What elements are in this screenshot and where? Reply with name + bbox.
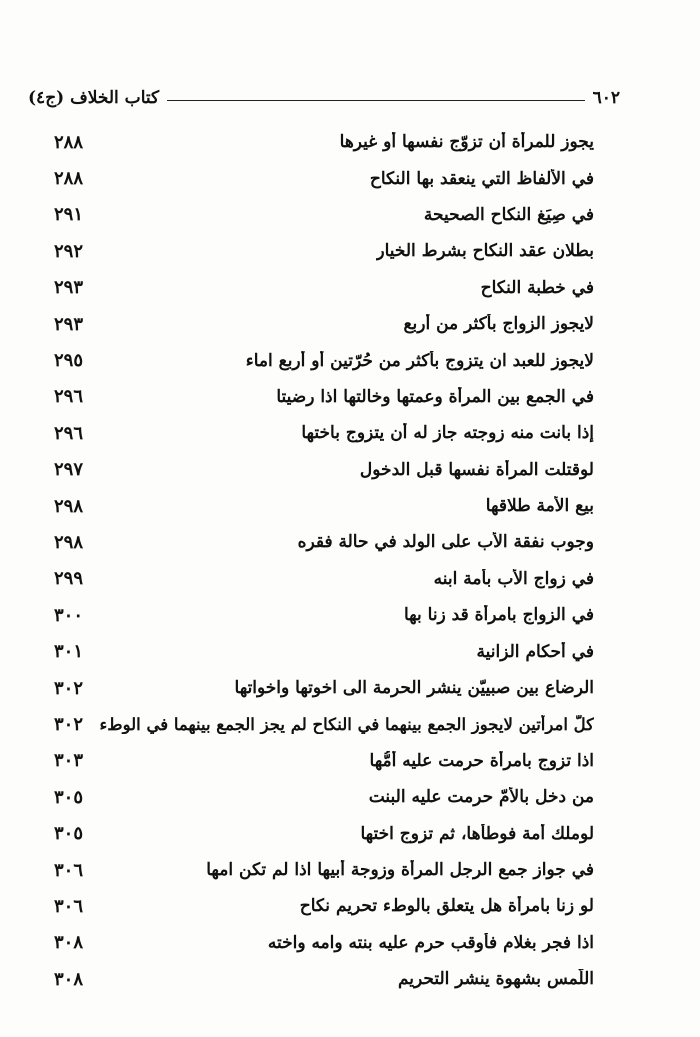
toc-entry-title: اذا تزوج بامرأة حرمت عليه أمُّها xyxy=(369,750,594,771)
toc-entry-title: لو زنا بامرأة هل يتعلق بالوطء تحريم نكاح xyxy=(299,896,594,917)
toc-entry-title: في أحكام الزانية xyxy=(476,641,594,662)
toc-entry-title: لايجوز الزواج بأكثر من أربع xyxy=(403,314,594,335)
toc-entry-page: ٢٩٨ xyxy=(54,495,84,517)
toc-entry xyxy=(54,743,594,779)
toc-entry xyxy=(54,270,594,306)
toc-entry xyxy=(54,561,594,597)
toc-entry-title: بطلان عقد النكاح بشرط الخيار xyxy=(376,241,594,262)
toc-entry xyxy=(54,379,594,415)
toc-entry-page: ٣٠٥ xyxy=(54,786,84,808)
toc-entry xyxy=(54,706,594,742)
toc-entry-title: كلّ امرأتين لايجوز الجمع بينهما في النكاح لم يجز الجمع بينهما في الوطء xyxy=(99,714,594,734)
header-rule xyxy=(167,100,585,101)
toc-entry-title: لوقتلت المرأة نفسها قبل الدخول xyxy=(359,459,594,480)
toc-entry-page: ٣٠٢ xyxy=(54,677,84,699)
toc-entry-title: في الجمع بين المرأة وعمتها وخالتها اذا رضيتا xyxy=(276,386,594,407)
toc-entry-page: ٣٠٥ xyxy=(54,823,84,845)
toc-entry-title: إذا بانت منه زوجته جاز له أن يتزوج باختها xyxy=(301,423,594,444)
toc-entry xyxy=(54,306,594,342)
toc-entry-title: لوملك أمة فوطأها، ثم تزوج اختها xyxy=(360,823,594,844)
toc-entry-page: ٢٨٨ xyxy=(54,168,84,190)
toc-entry-title: اذا فجر بغلام فأوقب حرم عليه بنته وامه واخته xyxy=(267,932,594,953)
toc-entry-page: ٢٩٣ xyxy=(54,313,84,335)
toc-entry-title: من دخل بالأمّ حرمت عليه البنت xyxy=(368,787,594,808)
toc-entry xyxy=(54,488,594,524)
toc-entry-title: اللّمس بشهوة ينشر التحريم xyxy=(397,969,594,990)
toc-entry-page: ٣٠٦ xyxy=(54,895,84,917)
table-of-contents xyxy=(54,124,594,997)
toc-entry xyxy=(54,160,594,196)
toc-entry xyxy=(54,197,594,233)
toc-entry-title: في جواز جمع الرجل المرأة وزوجة أبيها اذا لم تكن امها xyxy=(206,860,594,880)
toc-entry xyxy=(54,633,594,669)
toc-entry-page: ٢٨٨ xyxy=(54,131,84,153)
toc-entry-title: يجوز للمرأة أن تزوّج نفسها أو غيرها xyxy=(339,132,594,153)
toc-entry xyxy=(54,597,594,633)
toc-entry-title: في صِيَغ النكاح الصحيحة xyxy=(423,204,594,225)
page-number: ٦٠٢ xyxy=(592,88,620,108)
toc-entry-page: ٢٩٢ xyxy=(54,240,84,262)
toc-entry xyxy=(54,779,594,815)
toc-entry-title: وجوب نفقة الأب على الولد في حالة فقره xyxy=(297,532,594,553)
toc-entry xyxy=(54,415,594,451)
toc-entry-title: بيع الأمة طلاقها xyxy=(485,496,594,517)
toc-entry-page: ٢٩٧ xyxy=(54,459,84,481)
toc-entry xyxy=(54,925,594,961)
toc-entry xyxy=(54,452,594,488)
toc-entry xyxy=(54,961,594,997)
toc-entry-title: في الألفاظ التي ينعقد بها النكاح xyxy=(369,168,594,189)
toc-entry-page: ٣٠٨ xyxy=(54,932,84,954)
toc-entry xyxy=(54,815,594,851)
page-header xyxy=(28,78,620,108)
toc-entry-page: ٢٩٣ xyxy=(54,277,84,299)
toc-entry-page: ٢٩٦ xyxy=(54,422,84,444)
toc-entry xyxy=(54,233,594,269)
toc-entry-page: ٢٩٨ xyxy=(54,531,84,553)
toc-entry xyxy=(54,888,594,924)
toc-entry xyxy=(54,124,594,160)
running-title: كتاب الخلاف (ج٤) xyxy=(28,88,160,108)
toc-entry-page: ٢٩١ xyxy=(54,204,84,226)
toc-entry xyxy=(54,342,594,378)
toc-entry-title: لايجوز للعبد ان يتزوج بأكثر من حُرّتين أو أربع اماء xyxy=(245,350,594,371)
toc-entry-page: ٣٠٣ xyxy=(54,750,84,772)
toc-entry-title: في خطبة النكاح xyxy=(480,277,594,298)
toc-entry xyxy=(54,670,594,706)
toc-entry-page: ٣٠٠ xyxy=(54,604,84,626)
toc-entry-page: ٣٠٨ xyxy=(54,968,84,990)
toc-entry xyxy=(54,852,594,888)
toc-entry-page: ٢٩٦ xyxy=(54,386,84,408)
toc-entry-title: في الزواج بامرأة قد زنا بها xyxy=(403,605,594,626)
toc-entry-title: في زواج الأب بأمة ابنه xyxy=(433,568,594,589)
toc-entry xyxy=(54,524,594,560)
toc-entry-page: ٣٠٢ xyxy=(54,713,84,735)
toc-entry-title: الرضاع بين صبييّن ينشر الحرمة الى اخوتها واخواتها xyxy=(234,678,594,699)
toc-entry-page: ٣٠٦ xyxy=(54,859,84,881)
toc-entry-page: ٢٩٥ xyxy=(54,350,84,372)
toc-entry-page: ٣٠١ xyxy=(54,641,84,663)
toc-entry-page: ٢٩٩ xyxy=(54,568,84,590)
